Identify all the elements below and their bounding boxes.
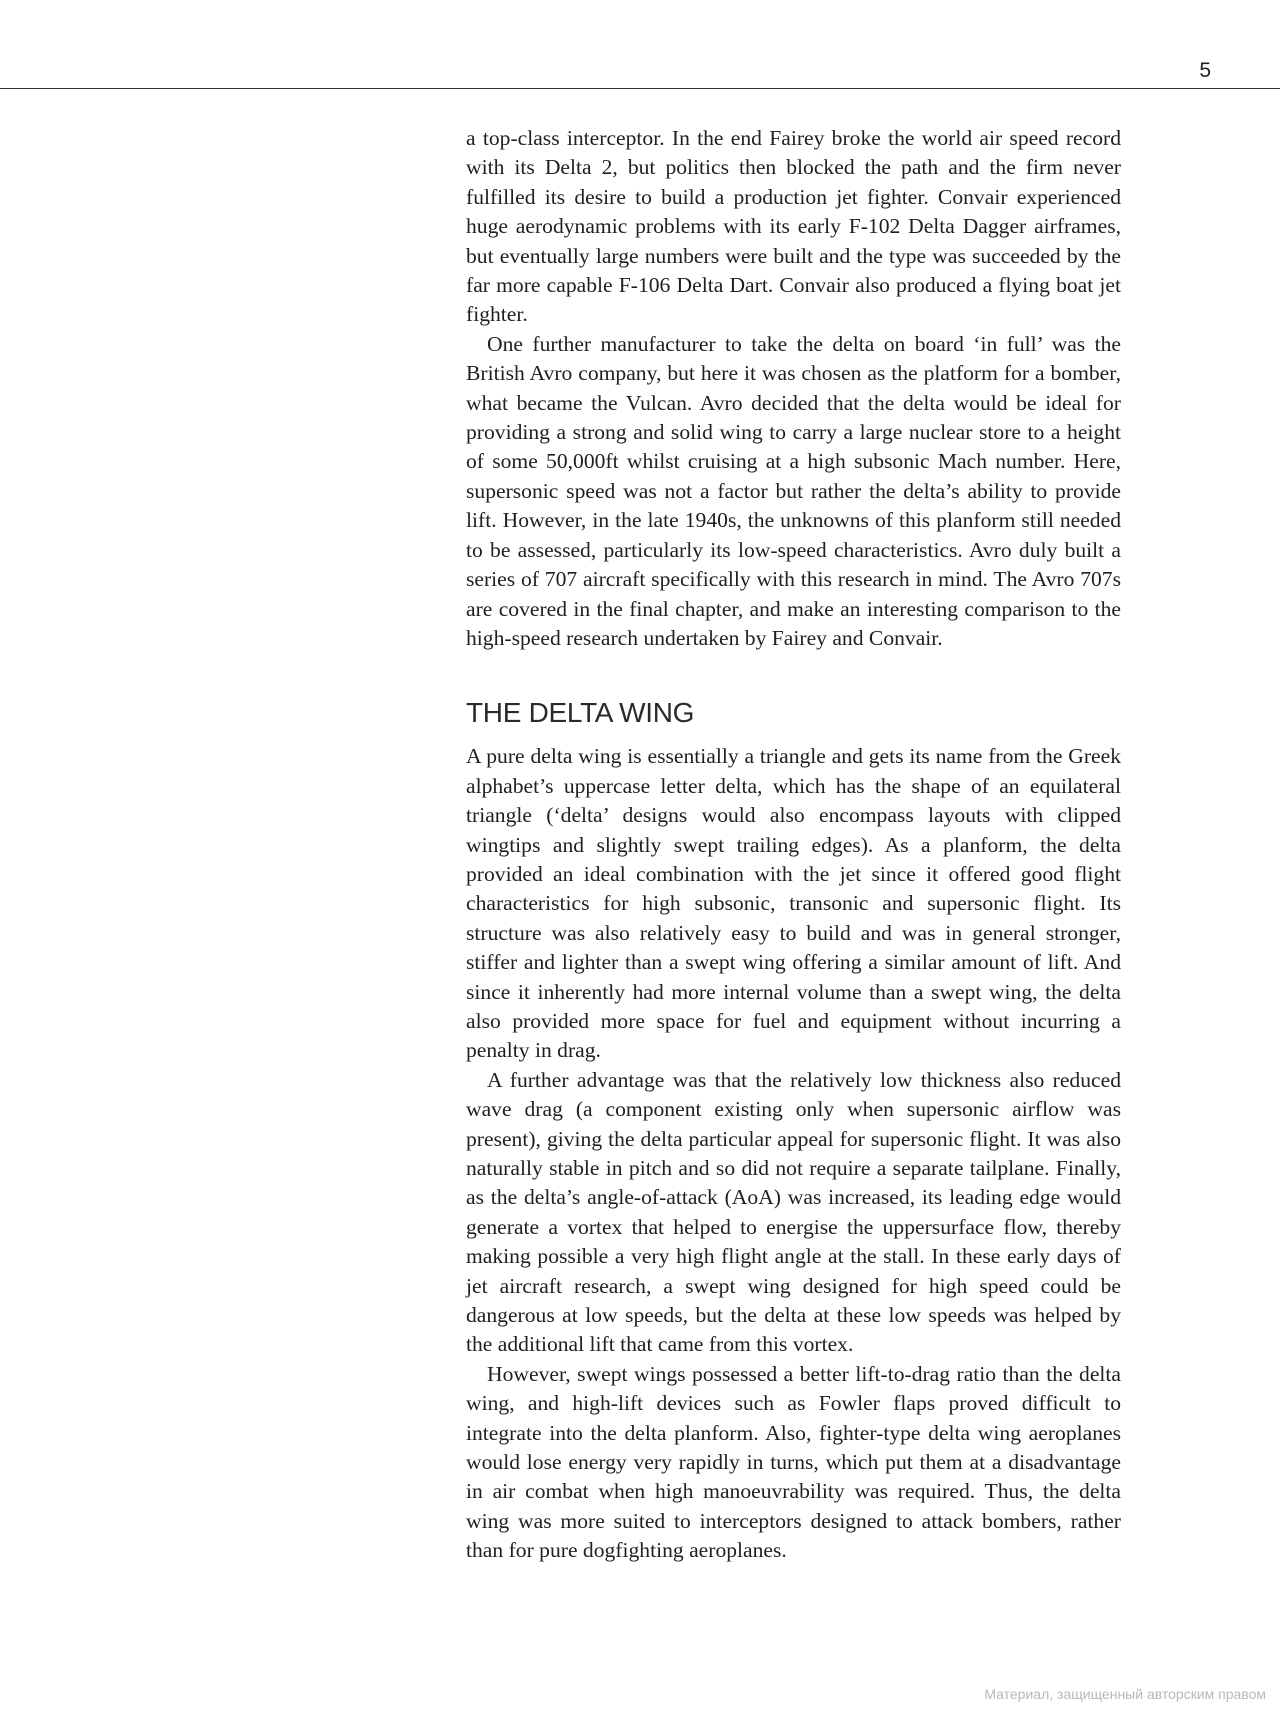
body-paragraph: A further advantage was that the relatively low thickness also reduced wave drag (a component existing only when supersonic airflow was present), giving the delta particular appeal for supersonic flight. It was also naturally stable in pitch and so did not require a separate tailplane. Finally, as the delta’s angle-of-attack (AoA) was increased, its leading edge would generate a vortex that helped to energise the uppersurface flow, thereby making possible a very high flight angle at the stall. In these early days of jet aircraft research, a swept wing designed for high speed could be dangerous at low speeds, but the delta at these low speeds was helped by the additional lift that came from this vortex. bbox=[466, 1067, 1121, 1357]
page-body bbox=[466, 124, 1121, 1566]
body-paragraph: However, swept wings possessed a better lift-to-drag ratio than the delta wing, and high-lift devices such as Fowler flaps proved difficult to integrate into the delta planform. Also, fighter-type delta wing aeroplanes would lose energy very rapidly in turns, which put them at a disadvantage in air combat when high manoeuvrability was required. Thus, the delta wing was more suited to interceptors designed to attack bombers, rather than for pure dogfighting aeroplanes. bbox=[466, 1361, 1121, 1563]
copyright-watermark: Материал, защищенный авторским правом bbox=[984, 1686, 1266, 1702]
body-paragraph: A pure delta wing is essentially a triangle and gets its name from the Greek alphabet’s uppercase letter delta, which has the shape of an equilateral triangle (‘delta’ designs would also encompass layouts with clipped wingtips and slightly swept trailing edges). As a planform, the delta provided an ideal combination with the jet since it offered good flight characteristics for high subsonic, transonic and supersonic flight. Its structure was also relatively easy to build and was in general stronger, stiffer and lighter than a swept wing offering a similar amount of lift. And since it inherently had more internal volume than a swept wing, the delta also provided more space for fuel and equipment without incurring a penalty in drag. bbox=[466, 744, 1121, 1063]
section-heading: THE DELTA WING bbox=[466, 697, 695, 729]
header-rule bbox=[0, 88, 1280, 89]
body-paragraph: a top-class interceptor. In the end Fairey broke the world air speed record with its Delta 2, but politics then blocked the path and the firm never fulfilled its desire to build a production jet fighter. Convair experienced huge aerodynamic problems with its early F-102 Delta Dagger airframes, but eventually large numbers were built and the type was succeeded by the far more capable F-106 Delta Dart. Convair also produced a flying boat jet fighter. bbox=[466, 126, 1121, 327]
page-number: 5 bbox=[1199, 59, 1211, 82]
body-paragraph: One further manufacturer to take the delta on board ‘in full’ was the British Avro company, but here it was chosen as the platform for a bomber, what became the Vulcan. Avro decided that the delta would be ideal for providing a strong and solid wing to carry a large nuclear store to a height of some 50,000ft whilst cruising at a high subsonic Mach number. Here, supersonic speed was not a factor but rather the delta’s ability to provide lift. However, in the late 1940s, the unknowns of this planform still needed to be assessed, particularly its low-speed characteristics. Avro duly built a series of 707 aircraft specifically with this research in mind. The Avro 707s are covered in the final chapter, and make an interesting comparison to the high-speed research undertaken by Fairey and Convair. bbox=[466, 331, 1121, 650]
